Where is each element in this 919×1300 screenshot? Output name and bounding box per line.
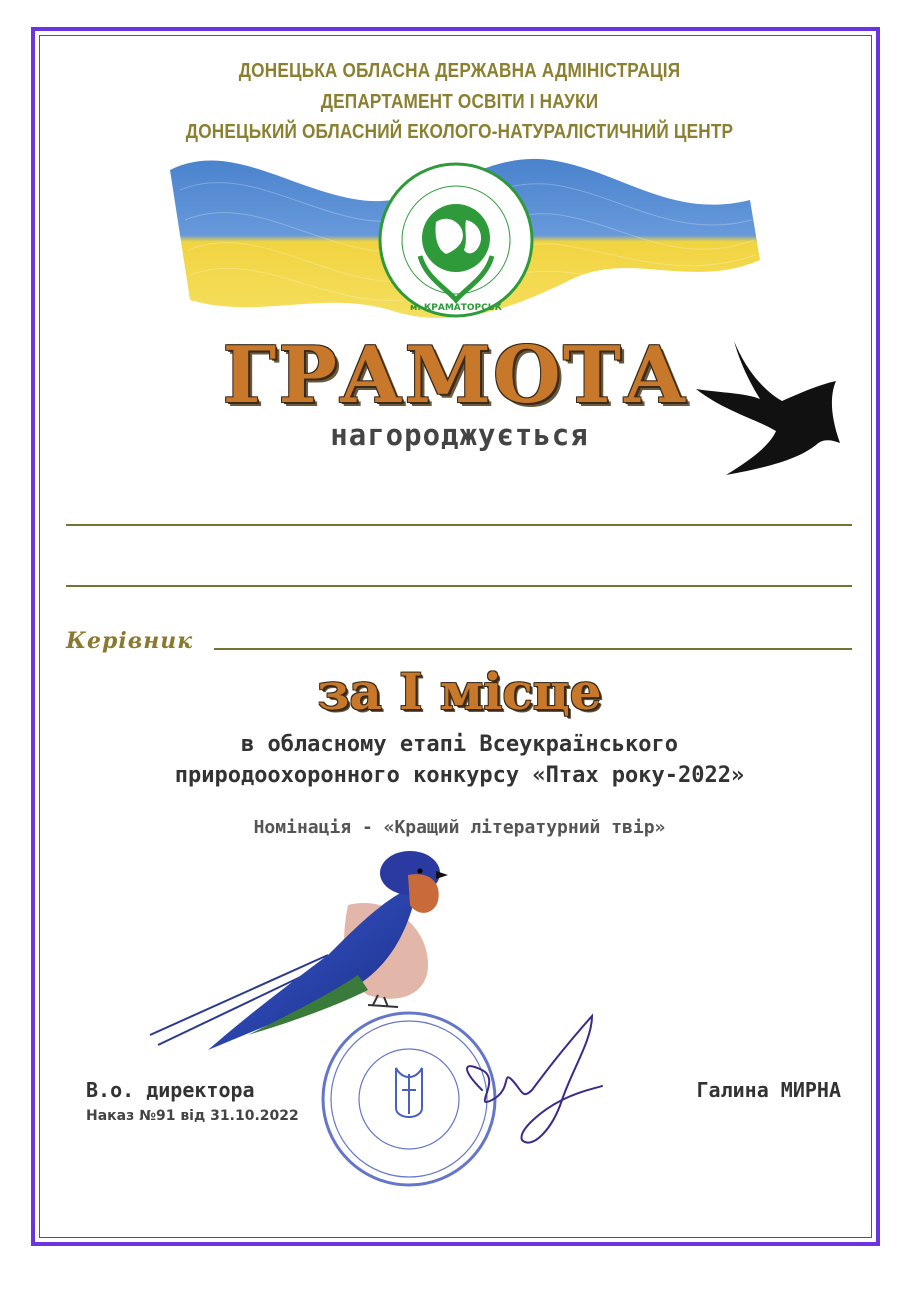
place-title: за I місце xyxy=(317,662,602,721)
leader-line xyxy=(214,648,852,650)
header-line-1: ДОНЕЦЬКА ОБЛАСНА ДЕРЖАВНА АДМІНІСТРАЦІЯ xyxy=(238,60,681,82)
flying-swallow-icon xyxy=(690,335,850,480)
eco-center-emblem-icon xyxy=(376,160,536,320)
awarded-text: нагороджується xyxy=(330,418,589,452)
position-label: В.о. директора xyxy=(86,1078,255,1102)
director-name: Галина МИРНА xyxy=(696,1078,841,1102)
description-line-2: природоохоронного конкурсу «Птах року-2022» xyxy=(174,763,745,788)
header-line-2: ДЕПАРТАМЕНТ ОСВІТИ І НАУКИ xyxy=(320,91,599,113)
name-line-1 xyxy=(66,524,852,526)
nomination-text: Номінація - «Кращий літературний твір» xyxy=(253,817,666,838)
header-line-3: ДОНЕЦЬКИЙ ОБЛАСНИЙ ЕКОЛОГО-НАТУРАЛІСТИЧНИЙ ЦЕНТР xyxy=(185,121,734,143)
document-title: ГРАМОТА xyxy=(222,330,689,421)
order-reference: Наказ №91 від 31.10.2022 xyxy=(86,1108,299,1124)
description-line-1: в обласному етапі Всеукраїнського xyxy=(240,732,679,757)
director-signature-image xyxy=(452,1010,612,1160)
name-line-2 xyxy=(66,585,852,587)
svg-text:м. КРАМАТОРСЬК: м. КРАМАТОРСЬК xyxy=(410,303,502,313)
leader-label: Керівник xyxy=(66,628,194,654)
